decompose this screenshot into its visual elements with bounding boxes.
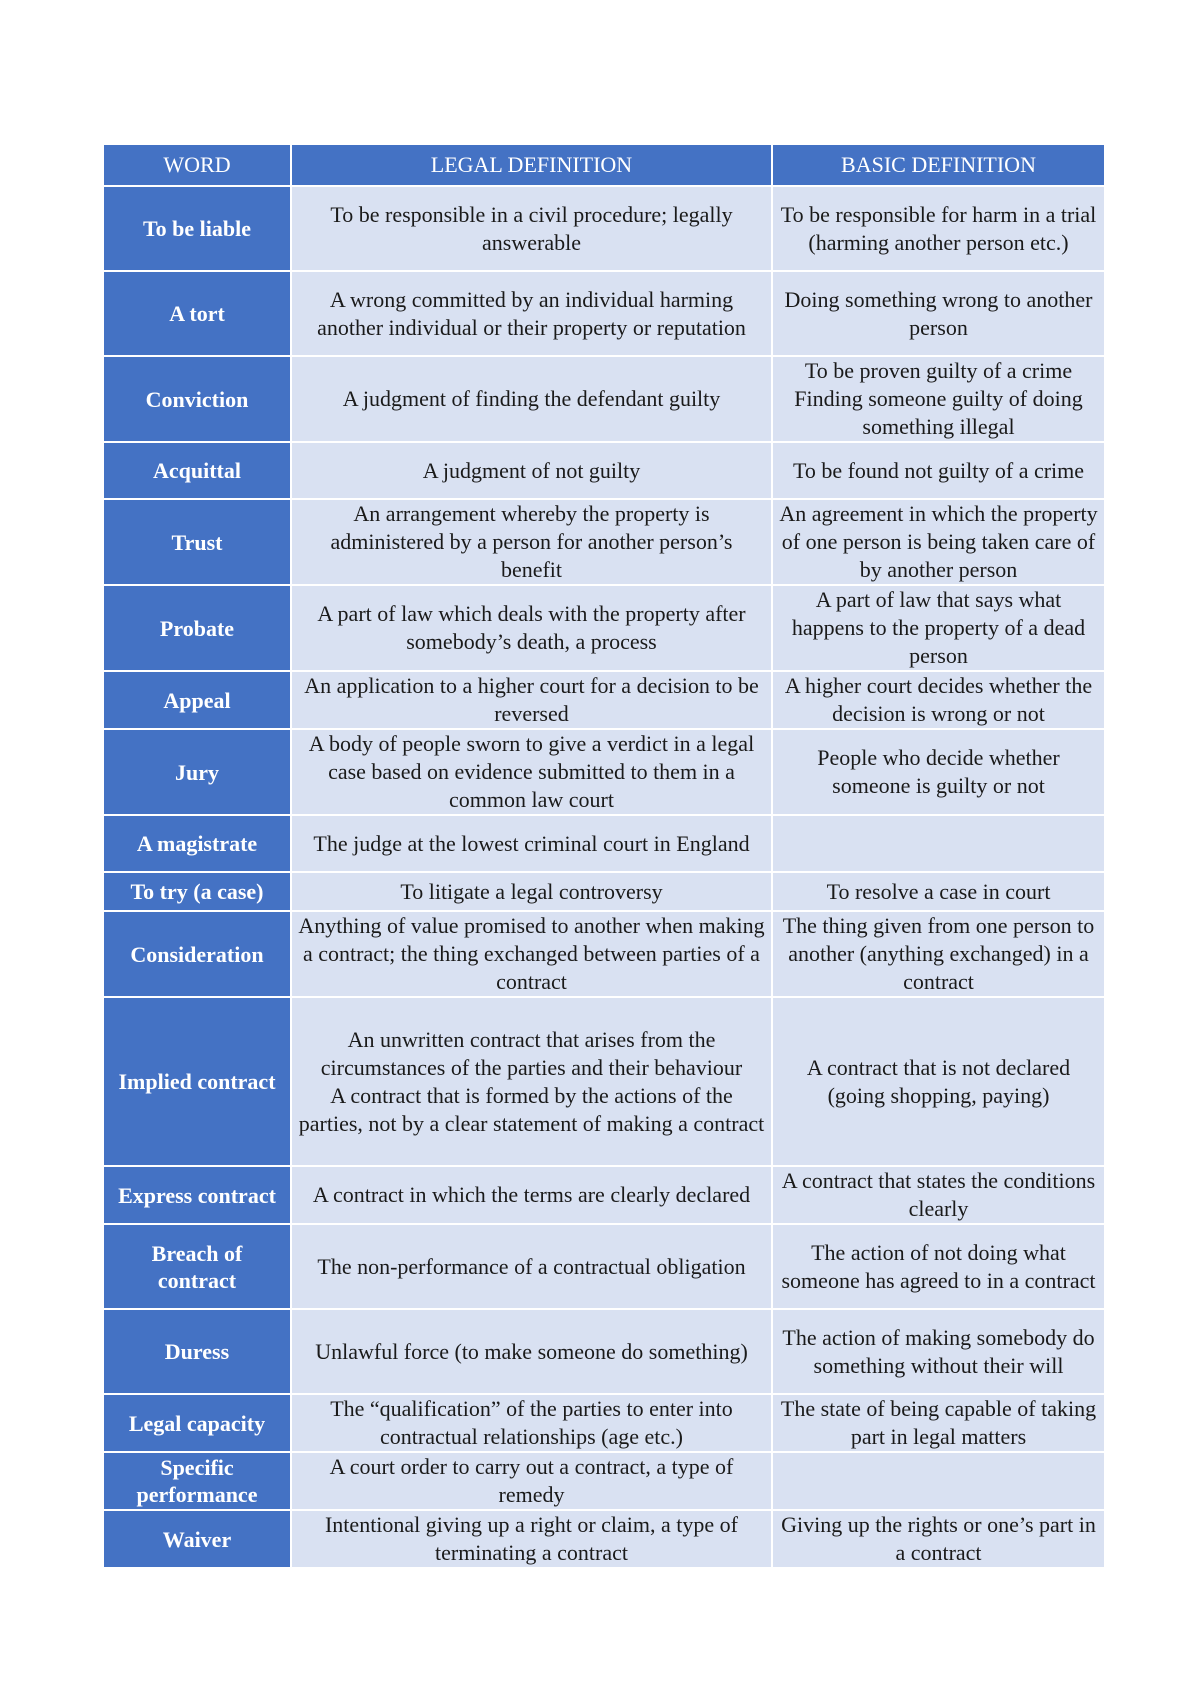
legal-definition-cell: To litigate a legal controversy — [291, 872, 772, 911]
basic-definition-cell: An agreement in which the property of one person is being taken care of by another person — [772, 499, 1105, 585]
term-cell: Specific performance — [103, 1452, 291, 1510]
basic-definition-cell — [772, 1452, 1105, 1510]
basic-definition-cell — [772, 815, 1105, 872]
table-row — [103, 997, 1105, 1166]
legal-definition-cell: A judgment of not guilty — [291, 442, 772, 499]
legal-definition-cell: To be responsible in a civil procedure; legally answerable — [291, 186, 772, 271]
term-cell: Consideration — [103, 911, 291, 997]
basic-definition-cell: A contract that is not declared (going shopping, paying) — [772, 997, 1105, 1166]
table-row — [103, 186, 1105, 271]
table-row — [103, 671, 1105, 729]
term-cell: Probate — [103, 585, 291, 671]
term-cell: To try (a case) — [103, 872, 291, 911]
header-legal-definition: LEGAL DEFINITION — [291, 144, 772, 186]
term-cell: Legal capacity — [103, 1394, 291, 1452]
basic-definition-cell: To be proven guilty of a crime Finding someone guilty of doing something illegal — [772, 356, 1105, 442]
legal-definition-cell: The judge at the lowest criminal court in England — [291, 815, 772, 872]
term-cell: Implied contract — [103, 997, 291, 1166]
basic-definition-cell: The action of not doing what someone has agreed to in a contract — [772, 1224, 1105, 1309]
table-row — [103, 271, 1105, 356]
legal-definition-cell: Intentional giving up a right or claim, a type of terminating a contract — [291, 1510, 772, 1568]
legal-definition-cell: A judgment of finding the defendant guilty — [291, 356, 772, 442]
table-row — [103, 1166, 1105, 1224]
basic-definition-cell: Giving up the rights or one’s part in a contract — [772, 1510, 1105, 1568]
term-cell: Breach of contract — [103, 1224, 291, 1309]
table-row — [103, 585, 1105, 671]
basic-definition-cell: A part of law that says what happens to the property of a dead person — [772, 585, 1105, 671]
table-row — [103, 356, 1105, 442]
table-row — [103, 1309, 1105, 1394]
legal-definition-cell: A wrong committed by an individual harming another individual or their property or reputation — [291, 271, 772, 356]
basic-definition-cell: To be responsible for harm in a trial (harming another person etc.) — [772, 186, 1105, 271]
basic-definition-cell: The state of being capable of taking part in legal matters — [772, 1394, 1105, 1452]
legal-definition-cell: The “qualification” of the parties to enter into contractual relationships (age etc.) — [291, 1394, 772, 1452]
legal-definition-cell: Unlawful force (to make someone do something) — [291, 1309, 772, 1394]
table-row — [103, 499, 1105, 585]
basic-definition-cell: The action of making somebody do something without their will — [772, 1309, 1105, 1394]
legal-definition-cell: An application to a higher court for a decision to be reversed — [291, 671, 772, 729]
document-page — [102, 143, 1104, 1569]
term-cell: To be liable — [103, 186, 291, 271]
table-row — [103, 1394, 1105, 1452]
basic-definition-cell: To be found not guilty of a crime — [772, 442, 1105, 499]
basic-definition-cell: The thing given from one person to another (anything exchanged) in a contract — [772, 911, 1105, 997]
table-row — [103, 442, 1105, 499]
basic-definition-cell: Doing something wrong to another person — [772, 271, 1105, 356]
term-cell: Conviction — [103, 356, 291, 442]
legal-definition-cell: A contract in which the terms are clearly declared — [291, 1166, 772, 1224]
legal-definition-cell: A court order to carry out a contract, a type of remedy — [291, 1452, 772, 1510]
legal-definition-cell: An arrangement whereby the property is administered by a person for another person’s benefit — [291, 499, 772, 585]
header-row — [103, 144, 1105, 186]
legal-definition-cell: A body of people sworn to give a verdict in a legal case based on evidence submitted to them in a common law court — [291, 729, 772, 815]
table-row — [103, 911, 1105, 997]
legal-terms-table — [102, 143, 1106, 1569]
legal-definition-cell: An unwritten contract that arises from the circumstances of the parties and their behaviour A contract that is formed by the actions of the parties, not by a clear statement of making a contract — [291, 997, 772, 1166]
table-row — [103, 1452, 1105, 1510]
header-word: WORD — [103, 144, 291, 186]
legal-definition-cell: A part of law which deals with the property after somebody’s death, a process — [291, 585, 772, 671]
basic-definition-cell: People who decide whether someone is guilty or not — [772, 729, 1105, 815]
term-cell: Waiver — [103, 1510, 291, 1568]
table-row — [103, 1510, 1105, 1568]
term-cell: Appeal — [103, 671, 291, 729]
basic-definition-cell: To resolve a case in court — [772, 872, 1105, 911]
table-row — [103, 1224, 1105, 1309]
basic-definition-cell: A contract that states the conditions clearly — [772, 1166, 1105, 1224]
table-row — [103, 815, 1105, 872]
term-cell: Express contract — [103, 1166, 291, 1224]
header-basic-definition: BASIC DEFINITION — [772, 144, 1105, 186]
table-row — [103, 729, 1105, 815]
term-cell: Trust — [103, 499, 291, 585]
term-cell: A magistrate — [103, 815, 291, 872]
basic-definition-cell: A higher court decides whether the decision is wrong or not — [772, 671, 1105, 729]
legal-definition-cell: Anything of value promised to another when making a contract; the thing exchanged between parties of a contract — [291, 911, 772, 997]
term-cell: Jury — [103, 729, 291, 815]
term-cell: Duress — [103, 1309, 291, 1394]
term-cell: Acquittal — [103, 442, 291, 499]
term-cell: A tort — [103, 271, 291, 356]
legal-definition-cell: The non-performance of a contractual obligation — [291, 1224, 772, 1309]
table-row — [103, 872, 1105, 911]
